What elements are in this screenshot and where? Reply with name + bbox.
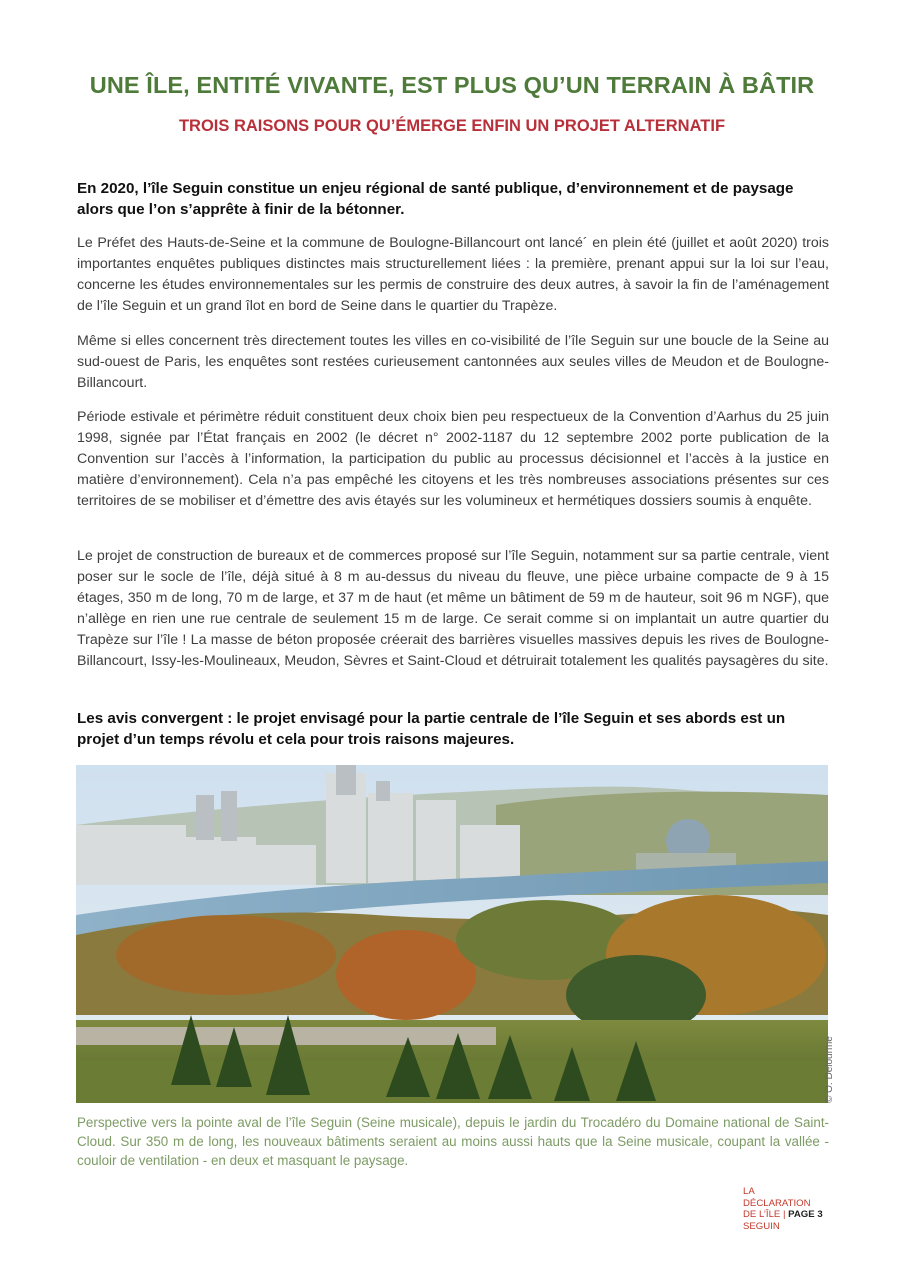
- page-title: UNE ÎLE, ENTITÉ VIVANTE, EST PLUS QU’UN TERRAIN À BÂTIR: [89, 72, 815, 98]
- page-number: PAGE 3: [788, 1209, 823, 1220]
- body-paragraph-3: Période estivale et périmètre réduit constituent deux choix bien peu respectueux de la Convention d’Aarhus du 25 juin 1998, signée par l’État français en 2002 (le décret n° 2002-1187 du 12 septembre 2002 porte publication de la Convention sur l’accès à l’information, la participation du public au processus décisionnel et l’accès à la justice en matière d’environnement). Cela n’a pas empêché les citoyens et les très nombreuses associations présentes sur ces territoires de se mobiliser et d’émettre des avis étayés sur les volumineux et hermétiques dossiers soumis à enquête.: [77, 409, 829, 510]
- footer-line-1: LA: [743, 1186, 755, 1197]
- landscape-photo: [76, 765, 828, 1103]
- footer-line-4: SEGUIN: [743, 1220, 780, 1232]
- body-paragraph-1: Le Préfet des Hauts-de-Seine et la commune de Boulogne-Billancourt ont lancé´ en plein été (juillet et août 2020) trois importantes enquêtes publiques distinctes mais structurellement liées : la première, prenant appui sur la loi sur l’eau, concerne les études environnementales sur les permis de construire des deux autres, à savoir la fin de l’aménagement de l’île Seguin et un grand îlot en bord de Seine dans le quartier du Trapèze.: [77, 235, 829, 315]
- lead-paragraph-2: Les avis convergent : le projet envisagé pour la partie centrale de l’île Seguin et ses abords est un projet d’un temps révolu et cela pour trois raisons majeures.: [77, 710, 786, 748]
- footer-page-label: [743, 1186, 853, 1232]
- footer-separator: |: [780, 1209, 789, 1220]
- photo-caption: Perspective vers la pointe aval de l’île Seguin (Seine musicale), depuis le jardin du Trocadéro du Domaine national de Saint-Cloud. Sur 350 m de long, les nouveaux bâtiments seraient au moins aussi hauts que la Seine musicale, coupant la vallée - couloir de ventilation - en deux et masquant le paysage.: [77, 1115, 829, 1168]
- footer-brand-part: DE L’ÎLE: [743, 1209, 781, 1220]
- footer-line-2: DÉCLARATION: [743, 1197, 811, 1209]
- page-subtitle: TROIS RAISONS POUR QU’ÉMERGE ENFIN UN PROJET ALTERNATIF: [178, 117, 726, 135]
- body-paragraph-4: Le projet de construction de bureaux et de commerces proposé sur l’île Seguin, notamment sur sa partie centrale, vient poser sur le socle de l’île, déjà situé à 8 m au-dessus du niveau du fleuve, une pièce urbaine compacte de 9 à 15 étages, 350 m de long, 70 m de large, et 37 m de haut (et même un bâtiment de 59 m de hauteur, soit 96 m NGF), que n’allège en rien une rue centrale de seulement 15 m de large. Ce serait comme si on implantait un autre quartier du Trapèze sur l’île ! La masse de béton proposée créerait des barrières visuelles massives depuis les rives de Boulogne-Billancourt, Issy-les-Moulineaux, Meudon, Sèvres et Saint-Cloud et détruirait totalement les qualités paysagères du site.: [77, 548, 829, 670]
- body-paragraph-2: Même si elles concernent très directement toutes les villes en co-visibilité de l’île Seguin sur une boucle de la Seine au sud-ouest de Paris, les enquêtes sont restées curieusement cantonnées aux seules villes de Meudon et de Boulogne-Billancourt.: [77, 333, 829, 392]
- photo-credit: © O. Delourme: [824, 1036, 835, 1103]
- lead-paragraph: En 2020, l’île Seguin constitue un enjeu régional de santé publique, d’environnement et de paysage alors que l’on s’apprête à finir de la bétonner.: [77, 180, 794, 218]
- footer-line-3: [743, 1209, 853, 1221]
